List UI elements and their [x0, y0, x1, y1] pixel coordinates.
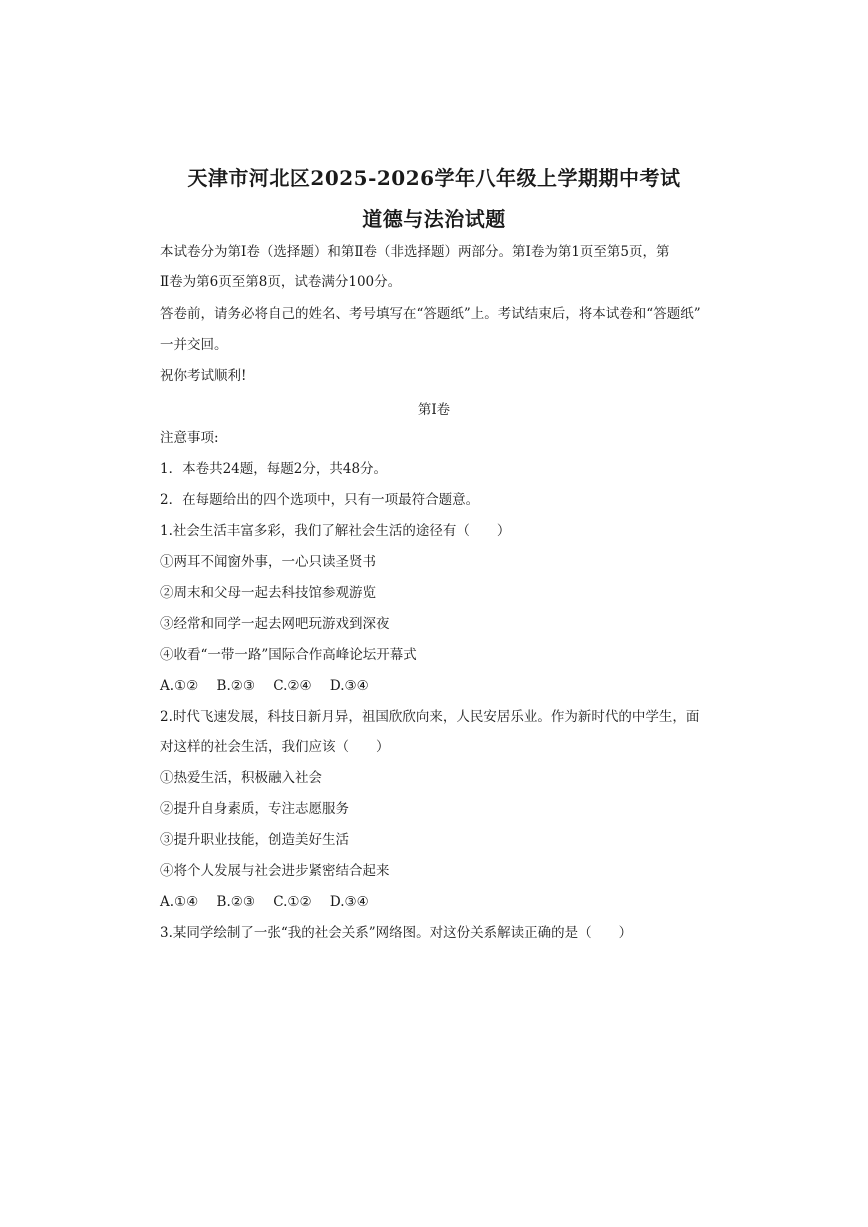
intro-line-1: 本试卷分为第Ⅰ卷（选择题）和第Ⅱ卷（非选择题）两部分。第Ⅰ卷为第1页至第5页，第	[160, 244, 670, 260]
question-1-option-b: B.②③	[216, 678, 255, 694]
question-1-item-4: ④收看“一带一路”国际合作高峰论坛开幕式	[160, 647, 417, 663]
question-2-options	[160, 893, 383, 911]
intro-line-3: 答卷前，请务必将自己的姓名、考号填写在“答题纸”上。考试结束后，将本试卷和“答题纸”	[160, 306, 701, 322]
exam-title: 天津市河北区2025-2026学年八年级上学期期中考试	[187, 166, 681, 190]
intro-line-5: 祝你考试顺利!	[160, 368, 247, 384]
question-2-option-a: A.①④	[160, 894, 199, 910]
question-1-item-2: ②周末和父母一起去科技馆参观游览	[160, 585, 376, 601]
question-1-option-d: D.③④	[329, 678, 369, 694]
question-1-item-3: ③经常和同学一起去网吧玩游戏到深夜	[160, 616, 390, 632]
question-2-item-2: ②提升自身素质，专注志愿服务	[160, 801, 349, 817]
question-2-option-d: D.③④	[329, 894, 369, 910]
intro-line-2: Ⅱ卷为第6页至第8页，试卷满分100分。	[160, 274, 402, 290]
question-2-item-3: ③提升职业技能，创造美好生活	[160, 832, 349, 848]
question-1-option-c: C.②④	[273, 678, 312, 694]
intro-line-4: 一并交回。	[160, 337, 228, 353]
note-1: 1．本卷共24题，每题2分，共48分。	[160, 461, 388, 477]
note-2: 2．在每题给出的四个选项中，只有一项最符合题意。	[160, 492, 480, 508]
question-2-option-c: C.①②	[273, 894, 312, 910]
question-2-stem-line-2: 对这样的社会生活，我们应该（ ）	[160, 739, 390, 755]
question-2-stem-line-1: 2.时代飞速发展，科技日新月异，祖国欣欣向来，人民安居乐业。作为新时代的中学生，面	[160, 709, 700, 725]
question-2-option-b: B.②③	[216, 894, 255, 910]
question-2-item-1: ①热爱生活，积极融入社会	[160, 770, 322, 786]
question-2-item-4: ④将个人发展与社会进步紧密结合起来	[160, 863, 390, 879]
question-1-item-1: ①两耳不闻窗外事，一心只读圣贤书	[160, 554, 376, 570]
question-1-stem: 1.社会生活丰富多彩，我们了解社会生活的途径有（ ）	[160, 523, 511, 539]
section-heading: 第Ⅰ卷	[417, 402, 451, 418]
question-1-option-a: A.①②	[160, 678, 199, 694]
notes-label: 注意事项:	[160, 430, 219, 446]
question-3-stem: 3.某同学绘制了一张“我的社会关系”网络图。对这份关系解读正确的是（ ）	[160, 925, 633, 941]
question-1-options	[160, 677, 383, 695]
exam-subtitle: 道德与法治试题	[362, 207, 506, 231]
